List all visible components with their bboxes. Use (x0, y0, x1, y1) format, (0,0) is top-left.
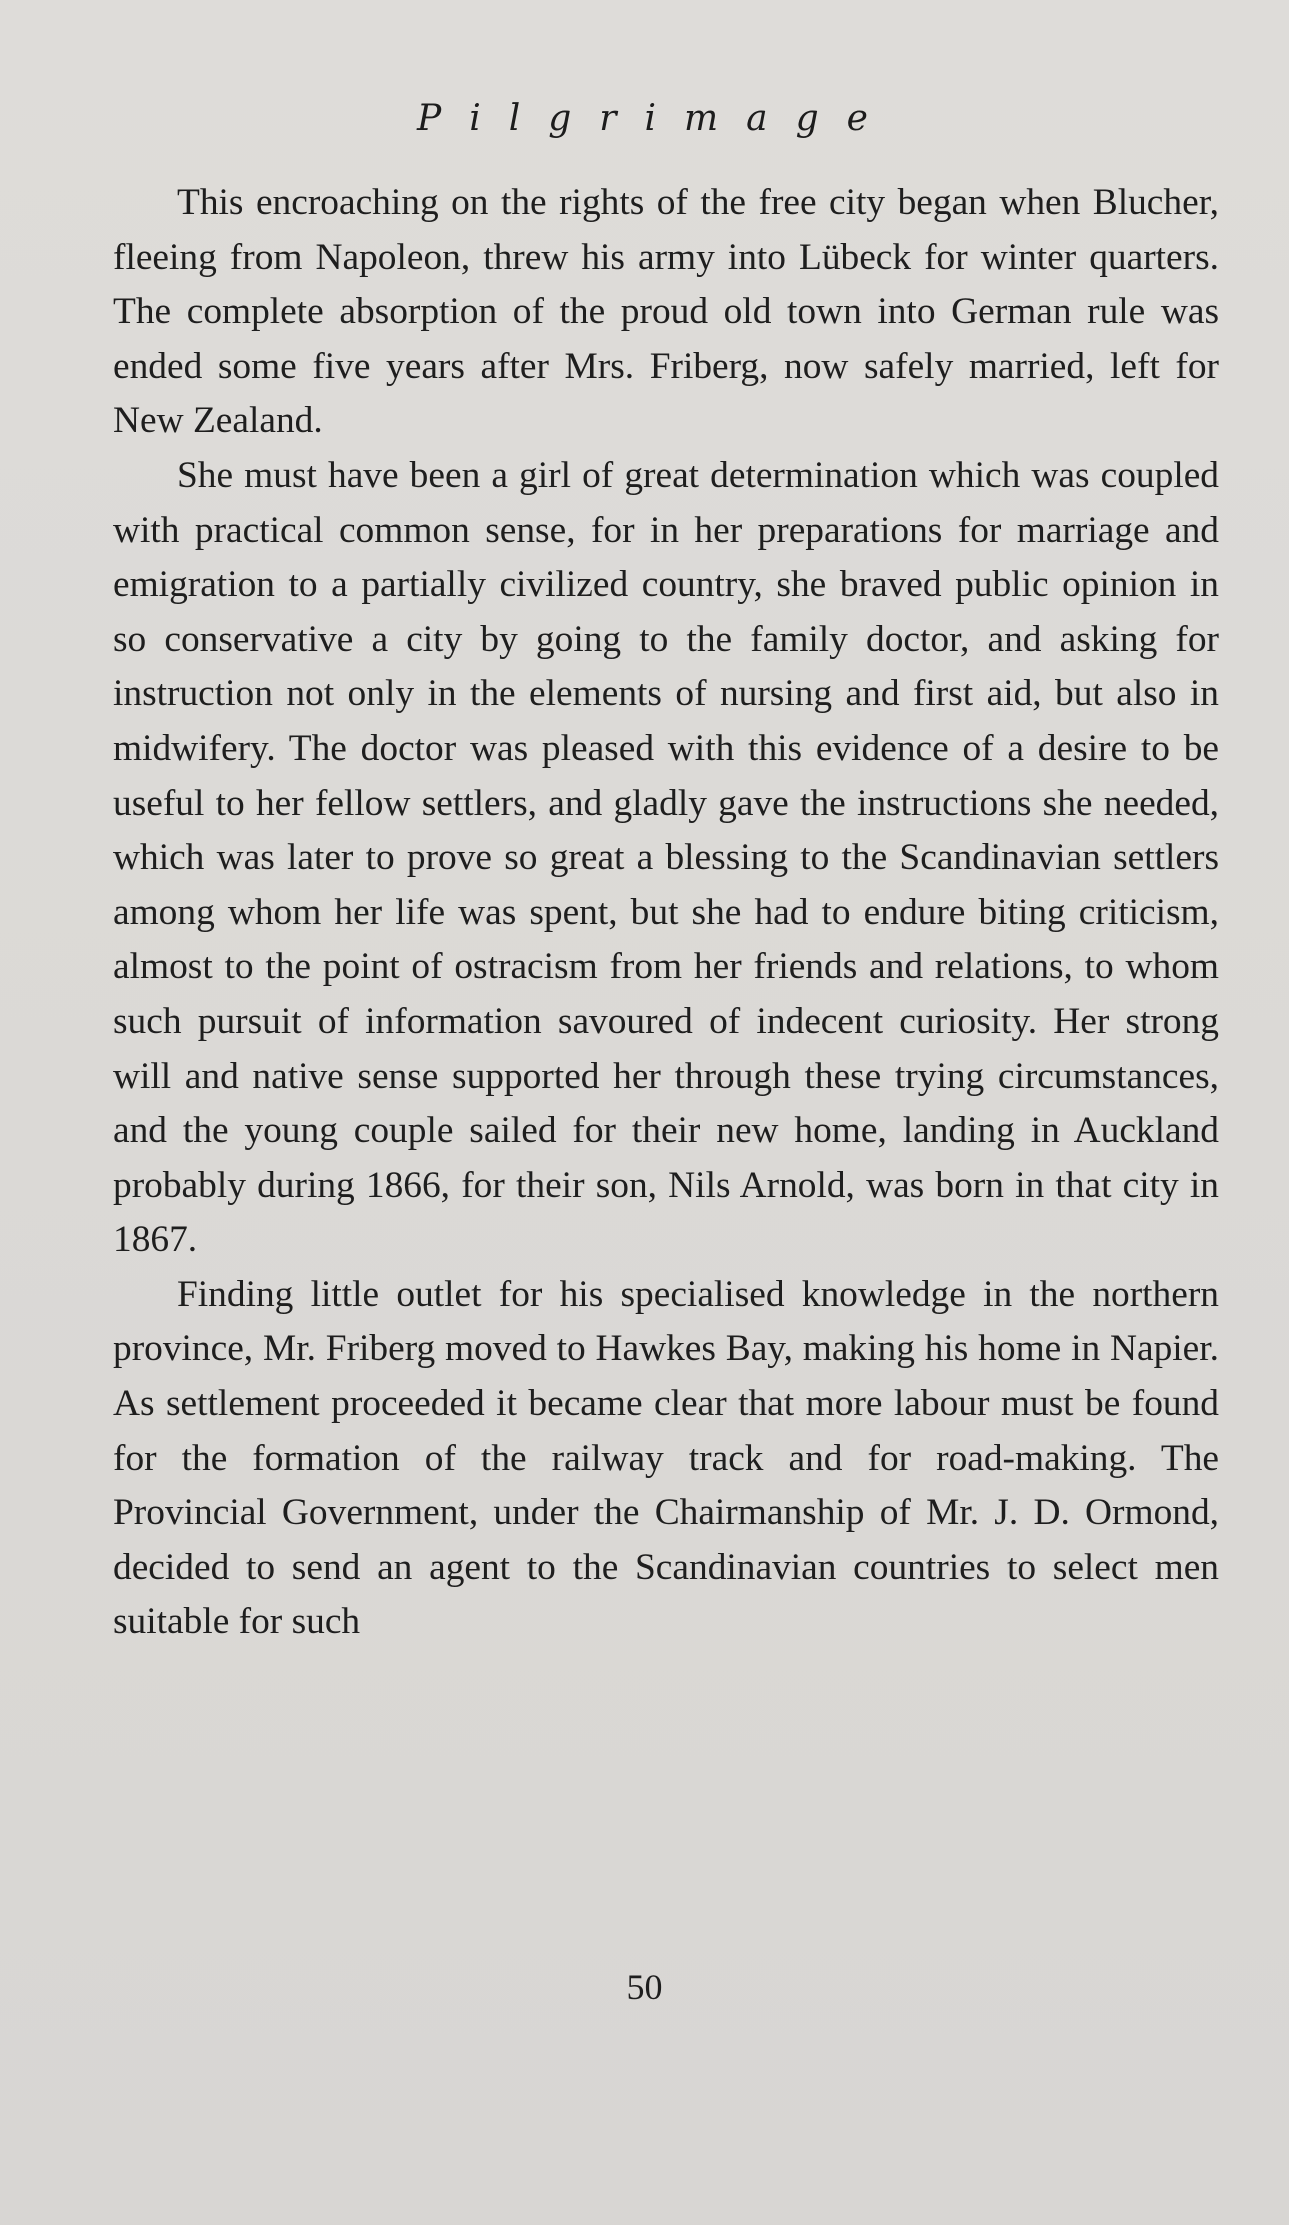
body-text (113, 176, 1219, 1650)
paragraph-1: This encroaching on the rights of the free city began when Blucher, fleeing from Napoleon, threw his army into Lübeck for winter quarters. The complete absorption of the proud old town into German rule was ended some five years after Mrs. Friberg, now safely married, left for New Zealand. (113, 182, 1219, 442)
running-head: Pilgrimage (417, 98, 896, 139)
page-number: 50 (626, 1967, 663, 2007)
paragraph-2: She must have been a girl of great determination which was coupled with practical common sense, for in her preparations for marriage and emigration to a partially civilized country, she braved public opinion in so conservative a city by going to the family doctor, and asking for instruction not only in the elements of nursing and first aid, but also in midwifery. The doctor was pleased with this evidence of a desire to be useful to her fellow settlers, and gladly gave the instructions she needed, which was later to prove so great a blessing to the Scandinavian settlers among whom her life was spent, but she had to endure biting criticism, almost to the point of ostracism from her friends and relations, to whom such pursuit of information savoured of indecent curiosity. Her strong will and native sense supported her through these trying circumstances, and the young couple sailed for their new home, landing in Auckland probably during 1866, for their son, Nils Arnold, was born in that city in 1867. (113, 454, 1219, 1261)
paragraph-3: Finding little outlet for his specialised knowledge in the northern province, Mr. Friberg moved to Hawkes Bay, making his home in Napier. As settlement proceeded it became clear that more labour must be found for the formation of the railway track and for road-making. The Provincial Government, under the Chairmanship of Mr. J. D. Ormond, decided to send an agent to the Scandinavian countries to select men suitable for such (113, 1273, 1219, 1643)
